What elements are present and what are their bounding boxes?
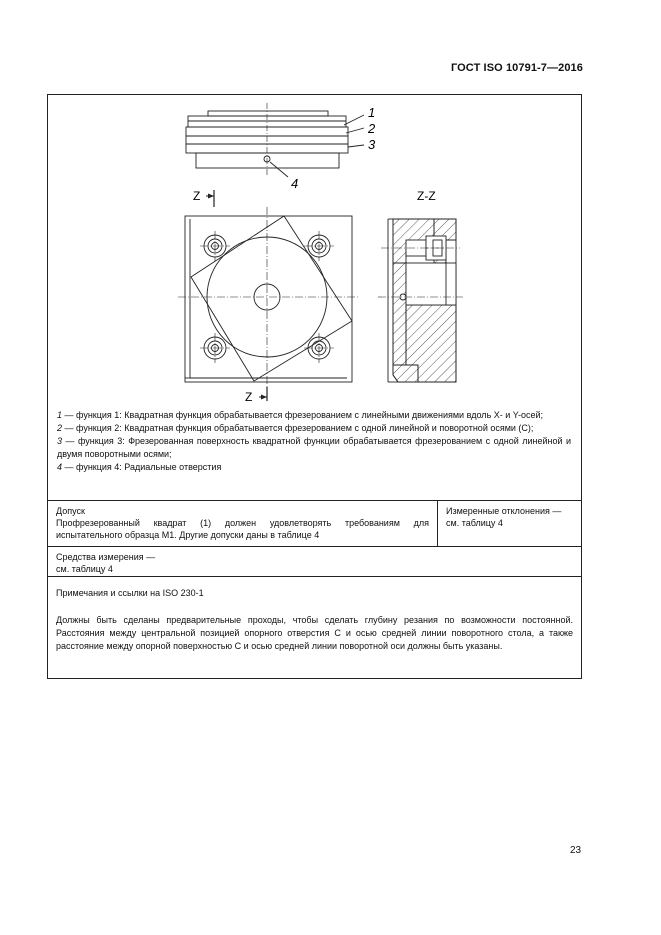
measured-ref: см. таблицу 4: [446, 518, 503, 528]
tolerance-text: Профрезерованный квадрат (1) должен удовлетворять требованиям для испытательного образца М1. Другие допуски даны в таблице 4: [56, 518, 429, 540]
legend-item: 3 — функция 3: Фрезерованная поверхность квадратной функции обрабатывается фрезерованием с одной линейной и двумя поворотными осями;: [57, 436, 571, 459]
legend-item: 4 — функция 4: Радиальные отверстия: [57, 462, 222, 472]
legend-item: 2 — функция 2: Квадратная функция обрабатывается фрезерованием с одной линейной и поворотной осями (С);: [57, 423, 534, 433]
measured-deviations-cell: [438, 501, 581, 547]
callout-1: 1: [368, 105, 376, 120]
side-view: [186, 103, 364, 177]
page-number: 23: [570, 845, 582, 856]
tolerance-row: [48, 500, 581, 547]
tolerance-label: Допуск: [56, 506, 85, 516]
callout-3: 3: [368, 137, 376, 152]
measuring-ref: см. таблицу 4: [56, 564, 113, 574]
figure-table-frame: [47, 94, 582, 679]
section-mark-top: Z: [193, 189, 201, 203]
technical-drawing: [48, 95, 581, 405]
measuring-label: Средства измерения —: [56, 552, 156, 562]
measured-label: Измеренные отклонения —: [446, 506, 562, 516]
plan-view: [178, 190, 358, 401]
section-mark-bottom: Z: [245, 390, 253, 404]
section-title: Z-Z: [417, 189, 436, 203]
section-view: [378, 219, 463, 382]
legend-item: 1 — функция 1: Квадратная функция обрабатывается фрезерованием с линейными движениями вдоль X- и Y-осей;: [57, 410, 543, 420]
notes-text: Должны быть сделаны предварительные проходы, чтобы сделать глубину резания по возможности постоянной. Расстояния между центральной позицией опорного отверстия С и осью средней линии поворотного стола, а также расстояние между опорной поверхностью С и осью средней линии поворотной оси должны быть указаны.: [56, 615, 573, 651]
notes-row: [48, 576, 581, 678]
tolerance-cell: [48, 501, 438, 547]
callout-4: 4: [291, 176, 299, 191]
document-header: ГОСТ ISO 10791-7—2016: [450, 62, 583, 74]
figure-legend: [57, 409, 571, 474]
notes-heading: Примечания и ссылки на ISO 230-1: [56, 588, 204, 598]
measuring-instruments-row: [48, 546, 581, 576]
callout-2: 2: [368, 121, 376, 136]
